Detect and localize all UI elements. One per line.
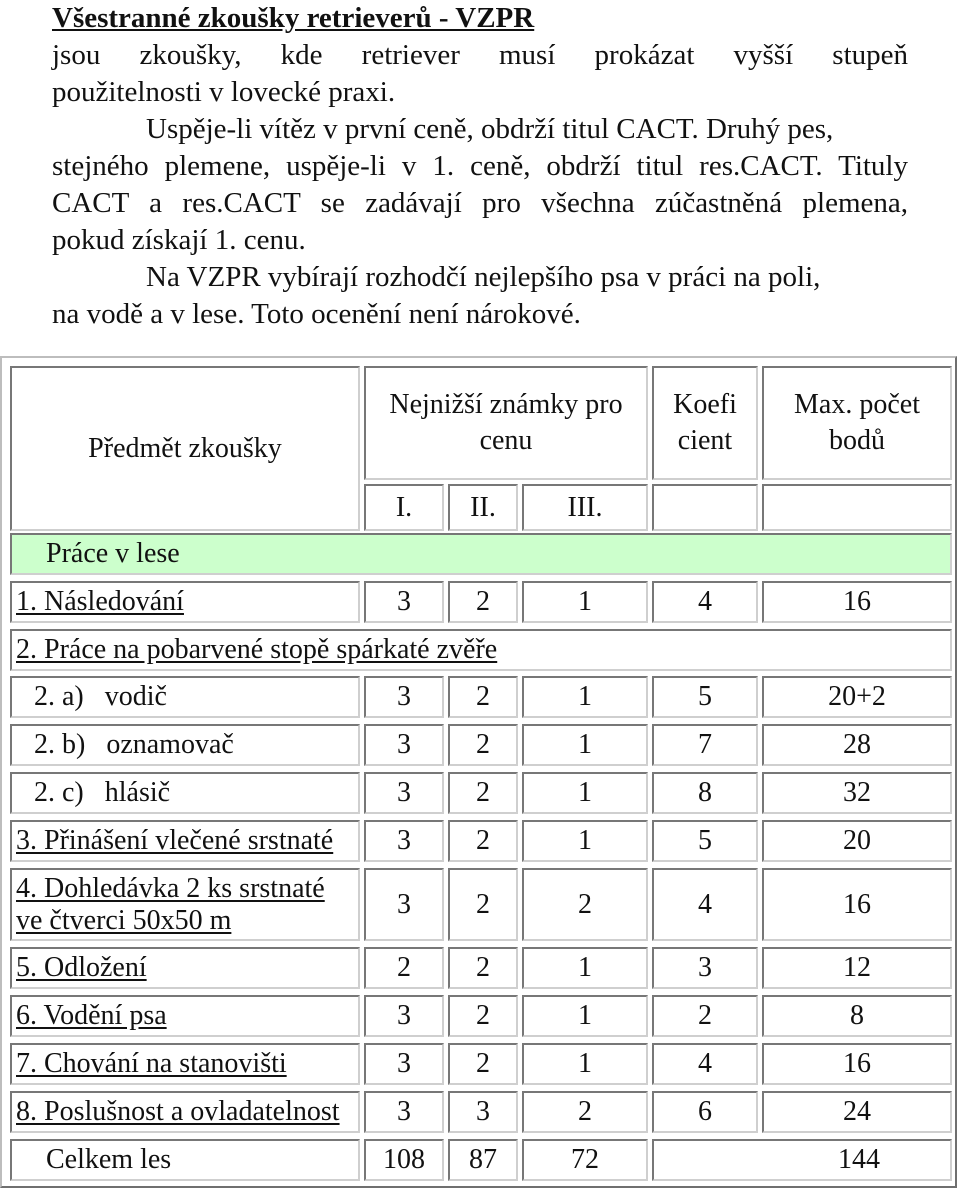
intro-line-1: jsou zkoušky, kde retriever musí prokázat vyšší stupeň [52,39,908,71]
total-label [10,1139,360,1181]
total-ii-cell: 87 [448,1139,518,1181]
row-max-cell: 16 [762,1043,952,1085]
row-ii-cell: 2 [448,772,518,814]
row-coef-cell: 4 [652,581,758,623]
row-label: 6. Vodění psa [16,1000,167,1031]
row-label: 2. a) vodič [34,681,167,712]
row-coef-cell: 3 [652,947,758,989]
row-label-cell [10,724,360,766]
row-label-cell [10,1091,360,1133]
intro-line-2: použitelnosti v lovecké praxi. [52,76,396,108]
row-i-cell: 3 [364,676,444,718]
row-label-cell [10,676,360,718]
row-i-cell: 3 [364,581,444,623]
row-ii-cell: 3 [448,1091,518,1133]
row-iii-cell: 1 [522,772,648,814]
header-max-points: Max. počet bodů [762,366,952,480]
row-i-cell: 3 [364,724,444,766]
row-iii-cell: 2 [522,868,648,941]
row-iii-cell: 1 [522,947,648,989]
row-max-cell: 12 [762,947,952,989]
row-label-cell [10,1043,360,1085]
intro-line-6: pokud získají 1. cenu. [52,224,306,256]
row-label-cell [10,772,360,814]
row-i-cell: 3 [364,820,444,862]
row-coef-cell: 4 [652,868,758,941]
total-i-cell: 108 [364,1139,444,1181]
document-title: Všestranné zkoušky retrieverů - VZPR [52,2,535,34]
row-label-cell [10,947,360,989]
row-ii-cell: 2 [448,947,518,989]
row-coef-cell: 5 [652,676,758,718]
row-label-cell [10,868,360,941]
row-max-cell: 20+2 [762,676,952,718]
row-label: 1. Následování [16,586,184,617]
scoring-table [0,356,957,1188]
header-subject: Předmět zkoušky [10,366,360,531]
row-max-cell: 16 [762,581,952,623]
row-i-cell: 2 [364,947,444,989]
header-blank-2 [762,484,952,531]
row-ii-cell: 2 [448,724,518,766]
header-blank-1 [652,484,758,531]
row-iii-cell: 1 [522,724,648,766]
header-prize-2: II. [448,484,518,531]
header-prize-1: I. [364,484,444,531]
intro-line-3: Uspěje-li vítěz v první ceně, obdrží titul CACT. Druhý pes, [146,113,834,145]
row-label-cell [10,995,360,1037]
total-iii-cell: 72 [522,1139,648,1181]
total-max-cell: 144 [652,1139,952,1181]
row-label: 8. Poslušnost a ovladatelnost [16,1096,340,1127]
row-i-cell: 3 [364,772,444,814]
row-max-cell: 32 [762,772,952,814]
row-coef-cell: 4 [652,1043,758,1085]
row-i-cell: 3 [364,1091,444,1133]
row-label: 2. b) oznamovač [34,729,234,760]
row-label: Celkem les [46,1144,172,1175]
row-coef-cell: 5 [652,820,758,862]
intro-line-5: CACT a res.CACT se zadávají pro všechna zúčastněná plemena, [52,187,908,219]
row-max-cell: 8 [762,995,952,1037]
row-ii-cell: 2 [448,868,518,941]
header-prize-3: III. [522,484,648,531]
row-label-line: 4. Dohledávka 2 ks srstnaté [16,872,325,904]
row-label: 5. Odložení [16,952,147,983]
row-max-cell: 16 [762,868,952,941]
row-i-cell: 3 [364,1043,444,1085]
row-iii-cell: 1 [522,820,648,862]
row-coef-cell: 6 [652,1091,758,1133]
row-iii-cell: 1 [522,676,648,718]
header-coefficient: Koefi cient [652,366,758,480]
row-iii-cell: 1 [522,581,648,623]
row-ii-cell: 2 [448,820,518,862]
row-label [16,873,325,937]
row-max-cell: 28 [762,724,952,766]
row-ii-cell: 2 [448,995,518,1037]
row-ii-cell: 2 [448,581,518,623]
row-label: 3. Přinášení vlečené srstnaté [16,825,334,856]
row-label-cell [10,820,360,862]
row-max-cell: 24 [762,1091,952,1133]
row-iii-cell: 1 [522,1043,648,1085]
intro-text [52,0,908,333]
row-ii-cell: 2 [448,676,518,718]
intro-line-4: stejného plemene, uspěje-li v 1. ceně, obdrží titul res.CACT. Tituly [52,150,908,182]
header-min-grades: Nejnižší známky pro cenu [364,366,648,480]
row-label: 7. Chování na stanovišti [16,1048,287,1079]
row-coef-cell: 7 [652,724,758,766]
row-label-line: ve čtverci 50x50 m [16,904,232,936]
row-label: 2. c) hlásič [34,777,171,808]
row-coef-cell: 8 [652,772,758,814]
row-iii-cell: 2 [522,1091,648,1133]
row-i-cell: 3 [364,868,444,941]
row-iii-cell: 1 [522,995,648,1037]
intro-line-7: Na VZPR vybírají rozhodčí nejlepšího psa v práci na poli, [146,261,821,293]
intro-line-8: na vodě a v lese. Toto ocenění není nárokové. [52,298,581,330]
row-label: 2. Práce na pobarvené stopě spárkaté zvěře [16,634,498,665]
section-title: Práce v lese [10,533,952,575]
row-ii-cell: 2 [448,1043,518,1085]
table-row-heading [10,629,952,671]
row-i-cell: 3 [364,995,444,1037]
row-coef-cell: 2 [652,995,758,1037]
row-label-cell [10,581,360,623]
row-max-cell: 20 [762,820,952,862]
